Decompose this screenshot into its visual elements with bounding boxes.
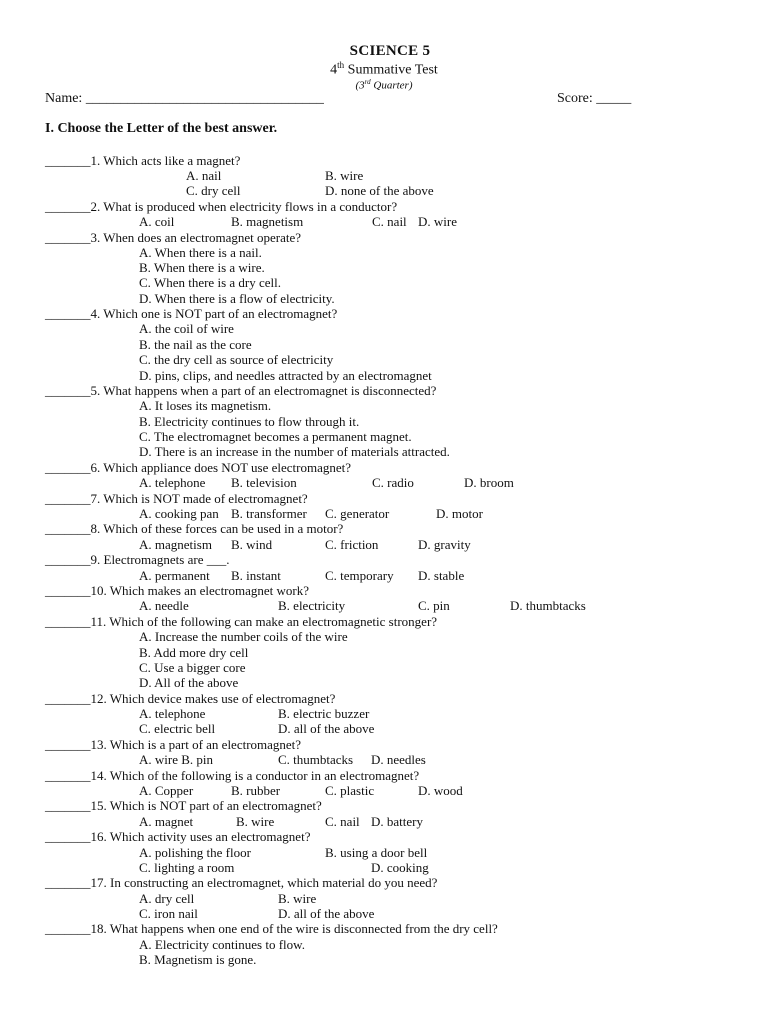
- q14-option-a[interactable]: A. Copper: [139, 783, 194, 798]
- question-13: _______13. Which is a part of an electromagnet?: [45, 737, 302, 752]
- section-instructions: I. Choose the Letter of the best answer.: [45, 121, 278, 136]
- q9-option-b[interactable]: B. instant: [231, 568, 281, 583]
- q17-option-d[interactable]: D. all of the above: [278, 906, 375, 921]
- question-2: _______2. What is produced when electricity flows in a conductor?: [45, 199, 398, 214]
- q7-option-c[interactable]: C. generator: [325, 506, 390, 521]
- question-5: _______5. What happens when a part of an electromagnet is disconnected?: [45, 383, 437, 398]
- q13-option-d[interactable]: D. needles: [371, 752, 426, 767]
- q15-option-c[interactable]: C. nail: [325, 814, 360, 829]
- q3-option-a[interactable]: A. When there is a nail.: [139, 245, 262, 260]
- q6-option-a[interactable]: A. telephone: [139, 475, 206, 490]
- question-14: _______14. Which of the following is a conductor in an electromagnet?: [45, 768, 420, 783]
- quarter-text: Quarter): [370, 79, 413, 92]
- quarter-ordinal: rd: [364, 78, 371, 86]
- q17-option-a[interactable]: A. dry cell: [139, 891, 195, 906]
- q15-option-d[interactable]: D. battery: [371, 814, 423, 829]
- q5-option-d[interactable]: D. There is an increase in the number of materials attracted.: [139, 444, 450, 459]
- q17-option-c[interactable]: C. iron nail: [139, 906, 198, 921]
- question-7: _______7. Which is NOT made of electromagnet?: [45, 491, 308, 506]
- q11-option-a[interactable]: A. Increase the number coils of the wire: [139, 629, 348, 644]
- q7-option-d[interactable]: D. motor: [436, 506, 483, 521]
- q18-option-a[interactable]: A. Electricity continues to flow.: [139, 937, 305, 952]
- question-8: _______8. Which of these forces can be used in a motor?: [45, 521, 344, 536]
- name-field[interactable]: Name: __________________________________: [45, 91, 324, 106]
- question-6: _______6. Which appliance does NOT use electromagnet?: [45, 460, 352, 475]
- q16-option-a[interactable]: A. polishing the floor: [139, 845, 251, 860]
- q12-option-b[interactable]: B. electric buzzer: [278, 706, 370, 721]
- q1-option-b[interactable]: B. wire: [325, 168, 364, 183]
- question-15: _______15. Which is NOT part of an electromagnet?: [45, 798, 322, 813]
- q1-option-a[interactable]: A. nail: [186, 168, 222, 183]
- q1-option-d[interactable]: D. none of the above: [325, 183, 434, 198]
- q16-option-c[interactable]: C. lighting a room: [139, 860, 235, 875]
- q10-option-b[interactable]: B. electricity: [278, 598, 346, 613]
- q8-option-c[interactable]: C. friction: [325, 537, 379, 552]
- q5-option-a[interactable]: A. It loses its magnetism.: [139, 398, 272, 413]
- q3-option-b[interactable]: B. When there is a wire.: [139, 260, 265, 275]
- quarter-label: [0, 78, 768, 92]
- q2-option-a[interactable]: A. coil: [139, 214, 175, 229]
- subtitle-text: Summative Test: [344, 62, 438, 78]
- document-subtitle: [0, 60, 768, 79]
- question-16: _______16. Which activity uses an electromagnet?: [45, 829, 311, 844]
- q7-option-b[interactable]: B. transformer: [231, 506, 307, 521]
- q17-option-b[interactable]: B. wire: [278, 891, 317, 906]
- q12-option-d[interactable]: D. all of the above: [278, 721, 375, 736]
- q6-option-b[interactable]: B. television: [231, 475, 297, 490]
- q11-option-c[interactable]: C. Use a bigger core: [139, 660, 246, 675]
- q14-option-d[interactable]: D. wood: [418, 783, 463, 798]
- q2-option-c[interactable]: C. nail: [372, 214, 407, 229]
- question-11: _______11. Which of the following can make an electromagnetic stronger?: [45, 614, 438, 629]
- q10-option-a[interactable]: A. needle: [139, 598, 189, 613]
- subtitle-ordinal: th: [337, 60, 345, 70]
- document-title: SCIENCE 5: [349, 43, 431, 59]
- q9-option-a[interactable]: A. permanent: [139, 568, 210, 583]
- q6-option-c[interactable]: C. radio: [372, 475, 414, 490]
- q2-option-d[interactable]: D. wire: [418, 214, 457, 229]
- q8-option-b[interactable]: B. wind: [231, 537, 273, 552]
- q14-option-c[interactable]: C. plastic: [325, 783, 375, 798]
- score-field[interactable]: Score: _____: [557, 91, 632, 106]
- q12-option-c[interactable]: C. electric bell: [139, 721, 216, 736]
- q13-option-c[interactable]: C. thumbtacks: [278, 752, 354, 767]
- q1-option-c[interactable]: C. dry cell: [186, 183, 241, 198]
- question-9: _______9. Electromagnets are ___.: [45, 552, 230, 567]
- q13-option-ab[interactable]: A. wire B. pin: [139, 752, 214, 767]
- question-1: _______1. Which acts like a magnet?: [45, 153, 241, 168]
- q2-option-b[interactable]: B. magnetism: [231, 214, 304, 229]
- q4-option-b[interactable]: B. the nail as the core: [139, 337, 252, 352]
- q3-option-d[interactable]: D. When there is a flow of electricity.: [139, 291, 335, 306]
- question-10: _______10. Which makes an electromagnet work?: [45, 583, 310, 598]
- q6-option-d[interactable]: D. broom: [464, 475, 514, 490]
- q18-option-b[interactable]: B. Magnetism is gone.: [139, 952, 257, 967]
- q8-option-a[interactable]: A. magnetism: [139, 537, 212, 552]
- quarter-open: (3: [355, 79, 365, 92]
- question-3: _______3. When does an electromagnet operate?: [45, 230, 302, 245]
- q4-option-a[interactable]: A. the coil of wire: [139, 321, 234, 336]
- question-18: _______18. What happens when one end of the wire is disconnected from the dry cell?: [45, 921, 498, 936]
- q16-option-d[interactable]: D. cooking: [371, 860, 429, 875]
- q9-option-c[interactable]: C. temporary: [325, 568, 394, 583]
- q10-option-d[interactable]: D. thumbtacks: [510, 598, 586, 613]
- q16-option-b[interactable]: B. using a door bell: [325, 845, 428, 860]
- subtitle-number: 4: [330, 62, 338, 78]
- q5-option-c[interactable]: C. The electromagnet becomes a permanent magnet.: [139, 429, 412, 444]
- q10-option-c[interactable]: C. pin: [418, 598, 450, 613]
- q11-option-d[interactable]: D. All of the above: [139, 675, 239, 690]
- q15-option-a[interactable]: A. magnet: [139, 814, 194, 829]
- q7-option-a[interactable]: A. cooking pan: [139, 506, 219, 521]
- q8-option-d[interactable]: D. gravity: [418, 537, 471, 552]
- question-12: _______12. Which device makes use of electromagnet?: [45, 691, 336, 706]
- question-4: _______4. Which one is NOT part of an electromagnet?: [45, 306, 338, 321]
- q9-option-d[interactable]: D. stable: [418, 568, 465, 583]
- q15-option-b[interactable]: B. wire: [236, 814, 275, 829]
- q4-option-c[interactable]: C. the dry cell as source of electricity: [139, 352, 334, 367]
- q14-option-b[interactable]: B. rubber: [231, 783, 281, 798]
- q12-option-a[interactable]: A. telephone: [139, 706, 206, 721]
- q3-option-c[interactable]: C. When there is a dry cell.: [139, 275, 281, 290]
- q4-option-d[interactable]: D. pins, clips, and needles attracted by an electromagnet: [139, 368, 432, 383]
- question-17: _______17. In constructing an electromagnet, which material do you need?: [45, 875, 438, 890]
- q5-option-b[interactable]: B. Electricity continues to flow through it.: [139, 414, 360, 429]
- q11-option-b[interactable]: B. Add more dry cell: [139, 645, 249, 660]
